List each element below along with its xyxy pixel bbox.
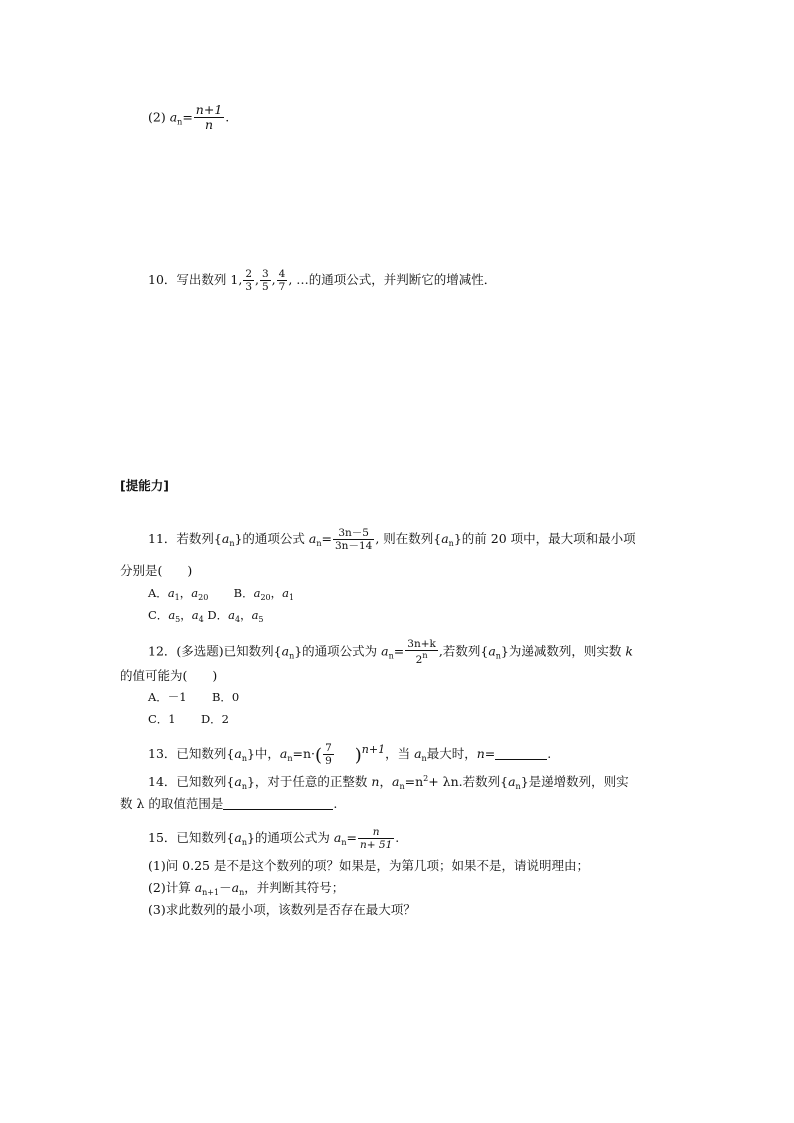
question-13: 13．已知数列$\{a_n\}$中，$a_n=n\cdot$( $\frac{7}{9}$ )n+1，当 $a_n$最大时，n= . [148, 742, 552, 768]
q12-text-1: (多选题)已知数列{ [176, 643, 282, 659]
q15-text-2: }的通项公式为 [246, 830, 334, 846]
q14-text-2: }，对于任意的正整数 [246, 774, 372, 789]
q11-text-2: }的通项公式 [234, 531, 309, 547]
q15-part1: (1)问 0.25 是不是这个数列的项？如果是，为第几项；如果不是，请说明理由； [148, 858, 589, 873]
q12-options-ab [148, 692, 239, 704]
q14-text-1: 已知数列{ [176, 774, 235, 789]
q13-fraction: $\frac{7}{9}$ [325, 742, 332, 768]
q14-text-4: ， [379, 774, 392, 789]
question-15: 15．已知数列$\{a_n\}$的通项公式为 $a_n=$ $\frac{n}{n+ 51}$ . [148, 826, 400, 852]
q11-option-d-label: D． [207, 608, 229, 622]
q15-part2-text-b: － [219, 880, 232, 895]
q12-number: 12． [148, 643, 177, 659]
q12-option-b: B．0 [211, 690, 240, 704]
q15-part2-text-a: (2)计算 [148, 880, 195, 895]
question-12: 12．(多选题)已知数列$\{a_n\}$的通项公式为 $a_n=$ $\frac{3n+k}{2^n}$ ,若数列$\{a_n\}$为递减数列，则实数 k [148, 638, 633, 667]
q13-text-5: 最大时， [426, 746, 477, 762]
section-heading: [提能力] [120, 478, 169, 493]
q11-line2: 分别是( ) [120, 563, 193, 578]
q12-options-cd [148, 714, 229, 726]
q15-text-1: 已知数列{ [176, 830, 235, 846]
q13-exponent: n+1 [361, 743, 386, 757]
q12-text-2: }的通项公式为 [294, 643, 382, 659]
q14-end: . [333, 796, 338, 811]
q9-var: a [169, 109, 178, 125]
q11-text-1: 若数列{ [176, 531, 222, 547]
q15-part2-text-c: ，并判断其符号； [244, 880, 345, 895]
q11-number: 11． [148, 531, 177, 547]
q11-option-b-label: B． [233, 586, 254, 600]
q14-text-3: n [371, 774, 380, 789]
q15-number: 15． [148, 830, 177, 846]
q9-end: . [225, 109, 230, 125]
q11-option-c-label: C． [148, 608, 169, 622]
q15-fraction: $\frac{n}{n+ 51}$ [360, 826, 393, 852]
q14-number: 14． [148, 774, 177, 789]
q12-line2: 的值可能为( ) [120, 668, 218, 683]
q10-text1: 写出数列 1, [176, 272, 243, 288]
q13-text-1: 已知数列{ [176, 746, 235, 762]
q13-number: 13． [148, 746, 177, 762]
q14-text-5: =n [404, 774, 424, 789]
q11-option-a-label: A． [148, 586, 168, 600]
q14-line2 [120, 798, 337, 811]
q14-line2-text: 数 λ 的取值范围是 [120, 796, 224, 811]
q13-text-3: =n· [292, 746, 316, 762]
q12-option-c: C．1 [148, 712, 176, 726]
q11-text-4: }的前 20 项中，最大项和最小项 [453, 531, 636, 547]
q14-text-6: + λn.若数列{ [428, 774, 509, 789]
q12-text-4: }为递减数列，则实数 [500, 643, 626, 659]
q14-answer-blank[interactable] [223, 809, 333, 810]
q12-text-3: ,若数列{ [438, 643, 489, 659]
q9-fraction [194, 103, 224, 133]
q10-fraction-2: $\frac{3}{5}$ [261, 268, 269, 294]
q15-part3: (3)求此数列的最小项，该数列是否存在最大项？ [148, 902, 416, 917]
q9-frac-den: n [205, 117, 214, 133]
q13-text-4: ，当 [385, 746, 415, 762]
q10-number: 10． [148, 272, 177, 288]
q15-part2: (2)计算 $a_{n+1}-a_n$，并判断其符号； [148, 880, 345, 897]
q9-sub: n [177, 117, 183, 127]
q14-text-7: }是递增数列，则实 [520, 774, 629, 789]
q9-frac-num: n+1 [195, 102, 223, 117]
q9-eq: = [182, 109, 193, 125]
q11-options-cd: C．$a_5$，$a_4$ D．$a_4$，$a_5$ [148, 608, 264, 624]
q9-part2-label: (2) [148, 109, 166, 125]
q12-fraction: $\frac{3n+k}{2^n}$ [407, 638, 436, 667]
q13-end: . [547, 746, 552, 762]
q13-text-6: n= [476, 746, 496, 762]
question-11: 11．若数列$\{a_n\}$的通项公式 $a_n=$ $\frac{3n-5}{3n-14}$ , 则在数列$\{a_n\}$的前 20 项中，最大项和最小项 [148, 527, 636, 553]
question-14: 14．已知数列$\{a_n\}$，对于任意的正整数 n，$a_n=n^2+ \lambda n$.若数列$\{a_n\}$是递增数列，则实 [148, 774, 629, 791]
q13-text-2: }中， [246, 746, 280, 762]
q11-text-3: , 则在数列{ [375, 531, 442, 547]
q10-text2: , …的通项公式，并判断它的增减性． [288, 272, 497, 288]
q12-option-a: A．－1 [148, 690, 187, 704]
q11-options-ab: A．$a_1$，$a_{20}$ B．$a_{20}$，$a_1$ [148, 586, 295, 602]
q9-part2 [148, 103, 229, 133]
q10-fraction-1: $\frac{2}{3}$ [245, 268, 252, 294]
q12-text-5: k [625, 643, 633, 659]
question-10: 10．写出数列 1, $\frac{2}{3}$ , $\frac{3}{5}$ , $\frac{4}{7}$ , …的通项公式，并判断它的增减性． [148, 268, 497, 294]
q10-fraction-3: $\frac{4}{7}$ [278, 268, 286, 294]
q12-option-d: D．2 [200, 712, 229, 726]
q15-end: . [395, 830, 400, 846]
q11-fraction: $\frac{3n-5}{3n-14}$ [335, 527, 373, 553]
q13-answer-blank[interactable] [495, 759, 547, 760]
